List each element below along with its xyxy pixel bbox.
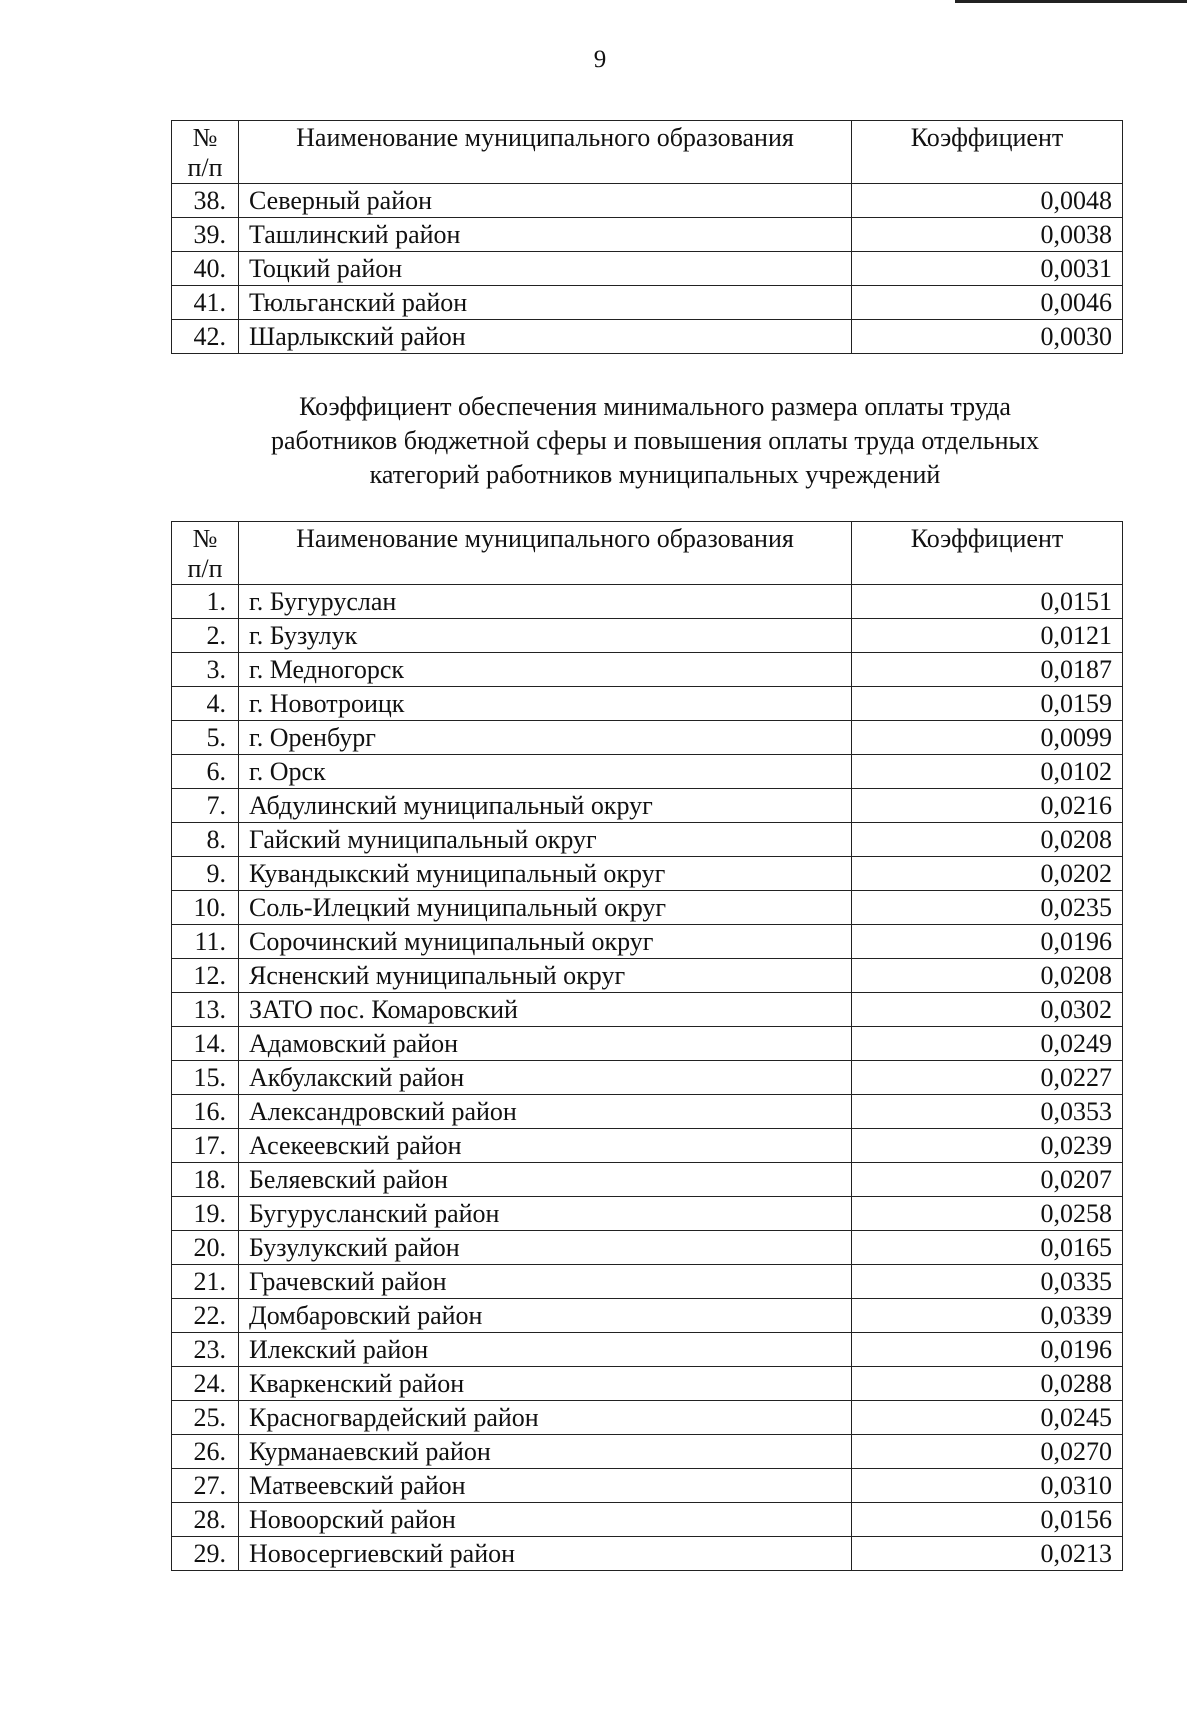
coefficient-value: 0,0270 bbox=[852, 1435, 1123, 1469]
header-coefficient: Коэффициент bbox=[852, 121, 1123, 184]
coefficient-value: 0,0156 bbox=[852, 1503, 1123, 1537]
row-number: 19. bbox=[172, 1197, 239, 1231]
coefficient-value: 0,0335 bbox=[852, 1265, 1123, 1299]
table-row bbox=[172, 755, 1123, 789]
municipality-name: г. Орск bbox=[239, 755, 852, 789]
municipality-name: Абдулинский муниципальный округ bbox=[239, 789, 852, 823]
coefficient-value: 0,0249 bbox=[852, 1027, 1123, 1061]
table-row bbox=[172, 1367, 1123, 1401]
coefficient-value: 0,0288 bbox=[852, 1367, 1123, 1401]
row-number: 4. bbox=[172, 687, 239, 721]
caption-line: работников бюджетной сферы и повышения оплаты труда отдельных bbox=[271, 426, 1039, 455]
table-row bbox=[172, 1503, 1123, 1537]
coefficient-value: 0,0258 bbox=[852, 1197, 1123, 1231]
row-number: 11. bbox=[172, 925, 239, 959]
coefficient-value: 0,0159 bbox=[852, 687, 1123, 721]
table-row bbox=[172, 789, 1123, 823]
row-number: 39. bbox=[172, 218, 239, 252]
caption-line: Коэффициент обеспечения минимального размера оплаты труда bbox=[299, 392, 1011, 421]
municipality-name: Новоорский район bbox=[239, 1503, 852, 1537]
table-row bbox=[172, 1061, 1123, 1095]
coefficient-value: 0,0030 bbox=[852, 320, 1123, 354]
municipality-name: Красногвардейский район bbox=[239, 1401, 852, 1435]
table-row bbox=[172, 1299, 1123, 1333]
row-number: 15. bbox=[172, 1061, 239, 1095]
coefficient-value: 0,0302 bbox=[852, 993, 1123, 1027]
header-num: № п/п bbox=[172, 121, 239, 184]
caption-line: категорий работников муниципальных учреждений bbox=[369, 460, 941, 489]
table-row bbox=[172, 585, 1123, 619]
row-number: 8. bbox=[172, 823, 239, 857]
table-row bbox=[172, 1197, 1123, 1231]
table-header-row bbox=[172, 121, 1123, 184]
table-row bbox=[172, 891, 1123, 925]
table-row bbox=[172, 721, 1123, 755]
row-number: 40. bbox=[172, 252, 239, 286]
municipality-name: Грачевский район bbox=[239, 1265, 852, 1299]
coefficient-value: 0,0353 bbox=[852, 1095, 1123, 1129]
coefficient-value: 0,0196 bbox=[852, 925, 1123, 959]
top-edge-line bbox=[955, 0, 1187, 3]
table-body bbox=[172, 585, 1123, 1571]
row-number: 26. bbox=[172, 1435, 239, 1469]
coefficient-value: 0,0213 bbox=[852, 1537, 1123, 1571]
row-number: 27. bbox=[172, 1469, 239, 1503]
row-number: 10. bbox=[172, 891, 239, 925]
municipality-name: Соль-Илецкий муниципальный округ bbox=[239, 891, 852, 925]
coefficient-value: 0,0151 bbox=[852, 585, 1123, 619]
municipality-name: г. Бугуруслан bbox=[239, 585, 852, 619]
coefficient-value: 0,0202 bbox=[852, 857, 1123, 891]
coefficient-value: 0,0046 bbox=[852, 286, 1123, 320]
table-row bbox=[172, 1537, 1123, 1571]
header-name: Наименование муниципального образования bbox=[239, 522, 852, 585]
municipality-name: Сорочинский муниципальный округ bbox=[239, 925, 852, 959]
coefficient-value: 0,0099 bbox=[852, 721, 1123, 755]
row-number: 9. bbox=[172, 857, 239, 891]
table-row bbox=[172, 1129, 1123, 1163]
municipality-name: Асекеевский район bbox=[239, 1129, 852, 1163]
municipality-name: г. Новотроицк bbox=[239, 687, 852, 721]
table-row bbox=[172, 1265, 1123, 1299]
coefficient-value: 0,0187 bbox=[852, 653, 1123, 687]
municipality-name: Северный район bbox=[239, 184, 852, 218]
municipality-name: Кувандыкский муниципальный округ bbox=[239, 857, 852, 891]
table-row bbox=[172, 653, 1123, 687]
coefficient-value: 0,0207 bbox=[852, 1163, 1123, 1197]
row-number: 29. bbox=[172, 1537, 239, 1571]
coefficient-value: 0,0121 bbox=[852, 619, 1123, 653]
row-number: 1. bbox=[172, 585, 239, 619]
municipality-name: Бугурусланский район bbox=[239, 1197, 852, 1231]
municipality-name: Беляевский район bbox=[239, 1163, 852, 1197]
table-body bbox=[172, 184, 1123, 354]
table-row bbox=[172, 1095, 1123, 1129]
row-number: 5. bbox=[172, 721, 239, 755]
row-number: 38. bbox=[172, 184, 239, 218]
municipality-name: Шарлыкский район bbox=[239, 320, 852, 354]
coefficient-value: 0,0208 bbox=[852, 823, 1123, 857]
table-row bbox=[172, 1333, 1123, 1367]
header-name: Наименование муниципального образования bbox=[239, 121, 852, 184]
table-row bbox=[172, 823, 1123, 857]
municipality-name: Илекский район bbox=[239, 1333, 852, 1367]
table-row bbox=[172, 687, 1123, 721]
row-number: 21. bbox=[172, 1265, 239, 1299]
row-number: 25. bbox=[172, 1401, 239, 1435]
row-number: 16. bbox=[172, 1095, 239, 1129]
coefficient-value: 0,0196 bbox=[852, 1333, 1123, 1367]
row-number: 2. bbox=[172, 619, 239, 653]
row-number: 28. bbox=[172, 1503, 239, 1537]
coefficient-value: 0,0038 bbox=[852, 218, 1123, 252]
table-row bbox=[172, 1401, 1123, 1435]
coefficient-value: 0,0031 bbox=[852, 252, 1123, 286]
municipality-name: Бузулукский район bbox=[239, 1231, 852, 1265]
coefficient-value: 0,0310 bbox=[852, 1469, 1123, 1503]
municipality-name: Акбулакский район bbox=[239, 1061, 852, 1095]
municipality-name: Тоцкий район bbox=[239, 252, 852, 286]
page-number: 9 bbox=[593, 46, 607, 73]
municipality-name: Кваркенский район bbox=[239, 1367, 852, 1401]
municipality-name: Курманаевский район bbox=[239, 1435, 852, 1469]
row-number: 20. bbox=[172, 1231, 239, 1265]
header-coefficient: Коэффициент bbox=[852, 522, 1123, 585]
municipality-name: Новосергиевский район bbox=[239, 1537, 852, 1571]
row-number: 3. bbox=[172, 653, 239, 687]
table-row bbox=[172, 286, 1123, 320]
municipality-name: Гайский муниципальный округ bbox=[239, 823, 852, 857]
coefficient-value: 0,0339 bbox=[852, 1299, 1123, 1333]
municipality-name: Домбаровский район bbox=[239, 1299, 852, 1333]
row-number: 23. bbox=[172, 1333, 239, 1367]
municipality-name: г. Оренбург bbox=[239, 721, 852, 755]
row-number: 12. bbox=[172, 959, 239, 993]
coefficient-value: 0,0239 bbox=[852, 1129, 1123, 1163]
row-number: 7. bbox=[172, 789, 239, 823]
coefficient-table-2 bbox=[171, 521, 1123, 1571]
coefficient-value: 0,0245 bbox=[852, 1401, 1123, 1435]
row-number: 17. bbox=[172, 1129, 239, 1163]
municipality-name: Матвеевский район bbox=[239, 1469, 852, 1503]
coefficient-value: 0,0216 bbox=[852, 789, 1123, 823]
table-row bbox=[172, 959, 1123, 993]
row-number: 14. bbox=[172, 1027, 239, 1061]
municipality-name: Ташлинский район bbox=[239, 218, 852, 252]
table-header-row bbox=[172, 522, 1123, 585]
municipality-name: Александровский район bbox=[239, 1095, 852, 1129]
municipality-name: Адамовский район bbox=[239, 1027, 852, 1061]
coefficient-table-1 bbox=[171, 120, 1123, 354]
row-number: 6. bbox=[172, 755, 239, 789]
row-number: 13. bbox=[172, 993, 239, 1027]
municipality-name: ЗАТО пос. Комаровский bbox=[239, 993, 852, 1027]
municipality-name: г. Бузулук bbox=[239, 619, 852, 653]
table-row bbox=[172, 252, 1123, 286]
table-row bbox=[172, 320, 1123, 354]
table-row bbox=[172, 925, 1123, 959]
table-row bbox=[172, 1163, 1123, 1197]
coefficient-value: 0,0227 bbox=[852, 1061, 1123, 1095]
municipality-name: Тюльганский район bbox=[239, 286, 852, 320]
coefficient-value: 0,0208 bbox=[852, 959, 1123, 993]
table-row bbox=[172, 1435, 1123, 1469]
table-row bbox=[172, 1027, 1123, 1061]
table-row bbox=[172, 1231, 1123, 1265]
row-number: 24. bbox=[172, 1367, 239, 1401]
table-row bbox=[172, 993, 1123, 1027]
row-number: 41. bbox=[172, 286, 239, 320]
header-num: № п/п bbox=[172, 522, 239, 585]
table-row bbox=[172, 184, 1123, 218]
coefficient-value: 0,0165 bbox=[852, 1231, 1123, 1265]
row-number: 42. bbox=[172, 320, 239, 354]
table-row bbox=[172, 619, 1123, 653]
coefficient-value: 0,0048 bbox=[852, 184, 1123, 218]
table-row bbox=[172, 1469, 1123, 1503]
municipality-name: г. Медногорск bbox=[239, 653, 852, 687]
municipality-name: Ясненский муниципальный округ bbox=[239, 959, 852, 993]
row-number: 22. bbox=[172, 1299, 239, 1333]
table-row bbox=[172, 218, 1123, 252]
coefficient-value: 0,0235 bbox=[852, 891, 1123, 925]
section-caption bbox=[140, 390, 1170, 492]
table-row bbox=[172, 857, 1123, 891]
coefficient-value: 0,0102 bbox=[852, 755, 1123, 789]
row-number: 18. bbox=[172, 1163, 239, 1197]
